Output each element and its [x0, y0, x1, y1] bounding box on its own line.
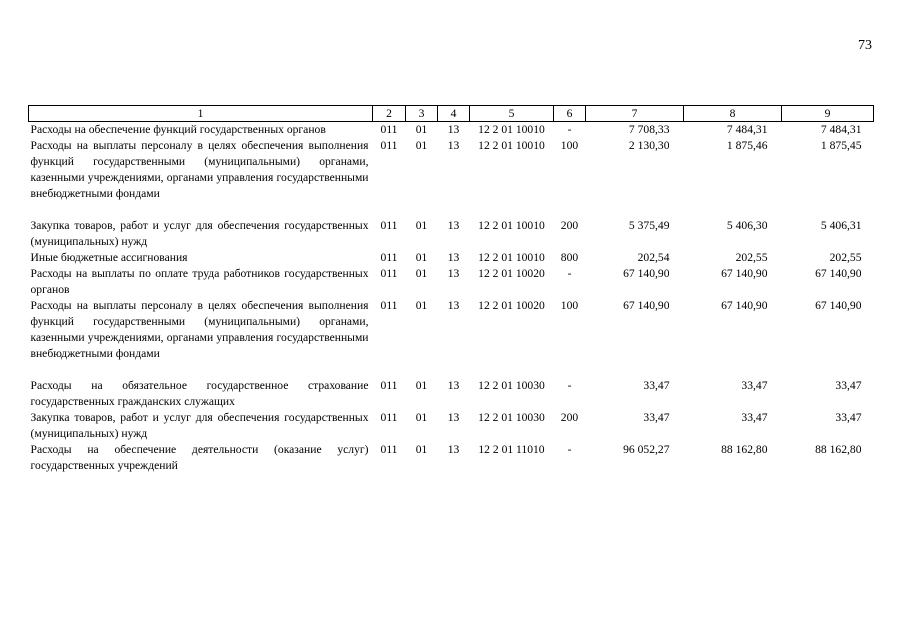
page-number: 73 [858, 38, 872, 53]
row-code-target: 12 2 01 10030 [478, 411, 545, 424]
row-name: Расходы на выплаты персоналу в целях обеспечения выполнения функций государственными (муниципальными) органами, казенными учреждениями, органами управления государственными внебюджетными фондами [30, 299, 369, 360]
row-name: Расходы на выплаты персоналу в целях обеспечения выполнения функций государственными (муниципальными) органами, казенными учреждениями, органами управления государственными внебюджетными фондами [30, 139, 369, 200]
row-code-target: 12 2 01 11010 [478, 443, 545, 456]
row-code-subsection: 13 [447, 219, 460, 232]
row-code-ministry: 011 [380, 267, 398, 280]
spacer-row [29, 362, 874, 378]
row-amount-9: 33,47 [835, 411, 862, 424]
row-amount-9: 67 140,90 [815, 267, 862, 280]
row-code-target: 12 2 01 10030 [478, 379, 545, 392]
row-code-section: 01 [415, 123, 428, 136]
row-amount-8: 202,55 [735, 251, 768, 264]
row-amount-7: 96 052,27 [623, 443, 670, 456]
row-code-ministry: 011 [380, 299, 398, 312]
row-amount-8: 67 140,90 [721, 267, 768, 280]
row-amount-8: 88 162,80 [721, 443, 768, 456]
table-row [29, 266, 874, 298]
row-code-section: 01 [415, 299, 428, 312]
row-code-target: 12 2 01 10010 [478, 123, 545, 136]
row-amount-9: 7 484,31 [820, 123, 862, 136]
row-code-ministry: 011 [380, 219, 398, 232]
table-row [29, 298, 874, 362]
row-amount-9: 202,55 [829, 251, 862, 264]
table-row [29, 442, 874, 474]
row-code-subsection: 13 [447, 123, 460, 136]
row-amount-8: 7 484,31 [726, 123, 768, 136]
header-cell-3: 3 [406, 106, 438, 122]
row-amount-8: 33,47 [741, 379, 768, 392]
header-cell-7: 7 [586, 106, 684, 122]
header-row [29, 106, 874, 122]
header-cell-5: 5 [470, 106, 554, 122]
header-cell-6: 6 [554, 106, 586, 122]
row-name: Расходы на выплаты по оплате труда работников государственных органов [30, 267, 369, 296]
row-amount-9: 67 140,90 [815, 299, 862, 312]
row-name: Расходы на обеспечение деятельности (оказание услуг) государственных учреждений [30, 443, 369, 472]
row-amount-7: 33,47 [643, 411, 670, 424]
table-row [29, 410, 874, 442]
header-cell-4: 4 [438, 106, 470, 122]
table-row [29, 122, 874, 139]
row-code-ministry: 011 [380, 379, 398, 392]
row-code-section: 01 [415, 443, 428, 456]
row-code-expense-type: - [567, 443, 572, 456]
row-code-subsection: 13 [447, 251, 460, 264]
row-amount-9: 88 162,80 [815, 443, 862, 456]
row-amount-8: 67 140,90 [721, 299, 768, 312]
header-cell-8: 8 [684, 106, 782, 122]
row-code-expense-type: 200 [560, 219, 579, 232]
header-cell-2: 2 [373, 106, 406, 122]
row-amount-7: 7 708,33 [628, 123, 670, 136]
row-amount-8: 1 875,46 [726, 139, 768, 152]
row-code-ministry: 011 [380, 123, 398, 136]
spacer-row [29, 202, 874, 218]
row-code-expense-type: 200 [560, 411, 579, 424]
row-code-subsection: 13 [447, 139, 460, 152]
table-row [29, 138, 874, 202]
row-code-expense-type: 100 [560, 139, 579, 152]
table-row [29, 378, 874, 410]
row-name: Иные бюджетные ассигнования [30, 251, 188, 264]
row-code-expense-type: 100 [560, 299, 579, 312]
table-row [29, 218, 874, 250]
row-name: Расходы на обязательное государственное страхование государственных гражданских служащих [30, 379, 369, 408]
row-code-section: 01 [415, 411, 428, 424]
row-amount-7: 67 140,90 [623, 299, 670, 312]
row-code-target: 12 2 01 10010 [478, 251, 545, 264]
row-amount-7: 2 130,30 [628, 139, 670, 152]
row-code-expense-type: - [567, 267, 572, 280]
row-code-target: 12 2 01 10020 [478, 267, 545, 280]
row-amount-7: 202,54 [637, 251, 670, 264]
row-code-subsection: 13 [447, 379, 460, 392]
row-code-subsection: 13 [447, 411, 460, 424]
row-code-ministry: 011 [380, 443, 398, 456]
table-row [29, 250, 874, 266]
row-code-expense-type: - [567, 379, 572, 392]
row-code-target: 12 2 01 10010 [478, 219, 545, 232]
row-code-section: 01 [415, 379, 428, 392]
row-name: Расходы на обеспечение функций государственных органов [30, 123, 326, 136]
row-code-target: 12 2 01 10020 [478, 299, 545, 312]
row-amount-7: 5 375,49 [628, 219, 670, 232]
row-code-ministry: 011 [380, 139, 398, 152]
row-amount-8: 5 406,30 [726, 219, 768, 232]
row-name: Закупка товаров, работ и услуг для обеспечения государственных (муниципальных) нужд [30, 411, 369, 440]
row-code-ministry: 011 [380, 251, 398, 264]
row-code-expense-type: - [567, 123, 572, 136]
row-code-section: 01 [415, 267, 428, 280]
row-amount-9: 5 406,31 [820, 219, 862, 232]
row-code-subsection: 13 [447, 267, 460, 280]
row-code-section: 01 [415, 219, 428, 232]
row-amount-7: 33,47 [643, 379, 670, 392]
header-cell-9: 9 [782, 106, 874, 122]
row-code-target: 12 2 01 10010 [478, 139, 545, 152]
row-amount-9: 33,47 [835, 379, 862, 392]
row-code-subsection: 13 [447, 443, 460, 456]
row-amount-9: 1 875,45 [820, 139, 862, 152]
row-code-section: 01 [415, 251, 428, 264]
header-cell-1: 1 [29, 106, 373, 122]
row-code-ministry: 011 [380, 411, 398, 424]
row-code-expense-type: 800 [560, 251, 579, 264]
row-name: Закупка товаров, работ и услуг для обеспечения государственных (муниципальных) нужд [30, 219, 369, 248]
row-code-subsection: 13 [447, 299, 460, 312]
row-code-section: 01 [415, 139, 428, 152]
budget-table [28, 105, 874, 474]
row-amount-7: 67 140,90 [623, 267, 670, 280]
row-amount-8: 33,47 [741, 411, 768, 424]
